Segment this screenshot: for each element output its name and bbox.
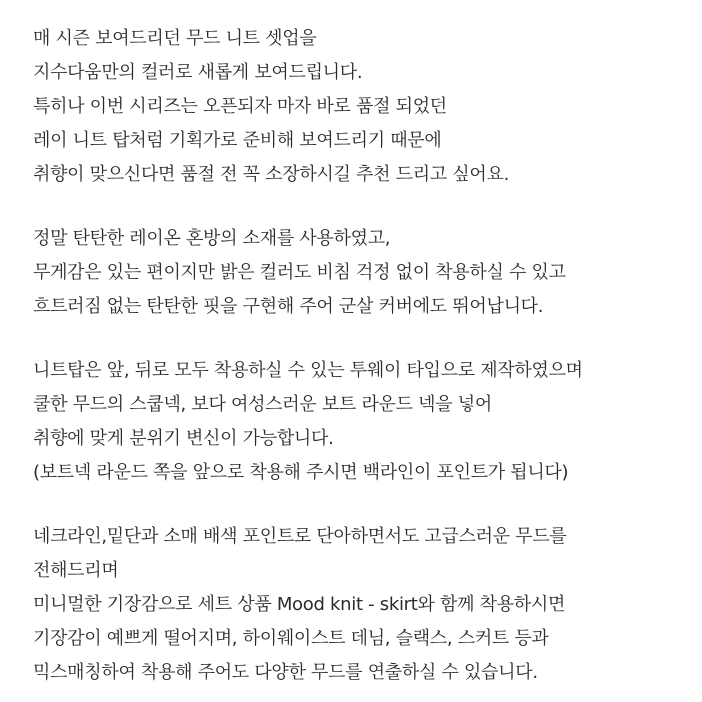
text-line: 지수다움만의 컬러로 새롭게 보여드립니다. xyxy=(33,62,363,83)
text-line: 전해드리며 xyxy=(33,560,119,581)
text-line: 미니멀한 기장감으로 세트 상품 Mood knit - skirt와 함께 착용하시면 xyxy=(33,594,566,615)
text-line: 정말 탄탄한 레이온 혼방의 소재를 사용하였고, xyxy=(33,228,391,249)
text-line: 레이 니트 탑처럼 기획가로 준비해 보여드리기 때문에 xyxy=(33,130,442,151)
text-line: 네크라인,밑단과 소매 배색 포인트로 단아하면서도 고급스러운 무드를 xyxy=(33,526,567,547)
paragraph-styling xyxy=(33,520,702,690)
text-line: 쿨한 무드의 스쿱넥, 보다 여성스러운 보트 라운드 넥을 넣어 xyxy=(33,394,492,415)
text-line: 무게감은 있는 편이지만 밝은 컬러도 비침 걱정 없이 착용하실 수 있고 xyxy=(33,262,566,283)
text-line: 특히나 이번 시리즈는 오픈되자 마자 바로 품절 되었던 xyxy=(33,96,447,117)
text-line: 흐트러짐 없는 탄탄한 핏을 구현해 주어 군살 커버에도 뛰어납니다. xyxy=(33,296,544,317)
paragraph-intro xyxy=(33,22,702,192)
text-line: 매 시즌 보여드리던 무드 니트 셋업을 xyxy=(33,28,317,49)
text-line: 취향이 맞으신다면 품절 전 꼭 소장하시길 추천 드리고 싶어요. xyxy=(33,164,509,185)
text-line: (보트넥 라운드 쪽을 앞으로 착용해 주시면 백라인이 포인트가 됩니다) xyxy=(33,462,569,483)
text-line: 취향에 맞게 분위기 변신이 가능합니다. xyxy=(33,428,334,449)
paragraph-material xyxy=(33,222,702,324)
text-line: 니트탑은 앞, 뒤로 모두 착용하실 수 있는 투웨이 타입으로 제작하였으며 xyxy=(33,360,583,381)
paragraph-two-way xyxy=(33,354,702,490)
text-line: 믹스매칭하여 착용해 주어도 다양한 무드를 연출하실 수 있습니다. xyxy=(33,662,538,683)
text-line: 기장감이 예쁘게 떨어지며, 하이웨이스트 데님, 슬랙스, 스커트 등과 xyxy=(33,628,549,649)
